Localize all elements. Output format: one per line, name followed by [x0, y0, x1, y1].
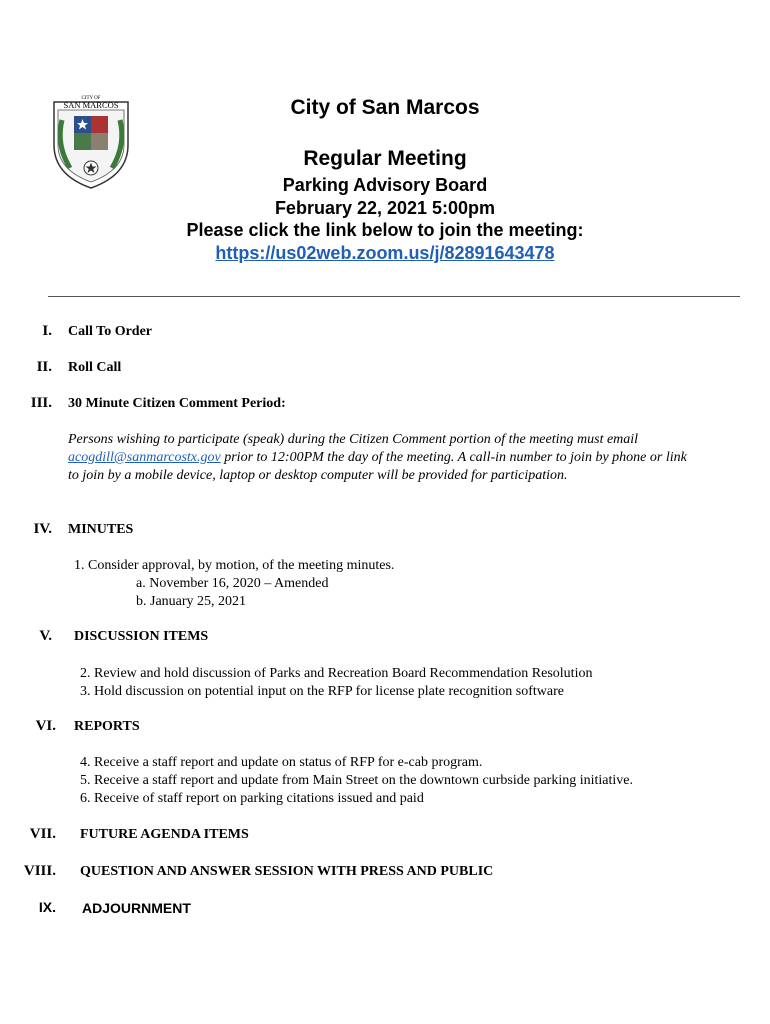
item-title-citizen-comment: 30 Minute Citizen Comment Period:	[68, 396, 286, 411]
join-instruction: Please click the link below to join the meeting:	[186, 220, 584, 240]
item-number-i: I.	[42, 323, 52, 339]
item-title-discussion: DISCUSSION ITEMS	[74, 629, 209, 644]
minutes-sub-a: a. November 16, 2020 – Amended	[136, 576, 329, 591]
zoom-link[interactable]: https://us02web.zoom.us/j/82891643478	[215, 242, 555, 263]
item-title-adjournment: ADJOURNMENT	[82, 900, 191, 916]
item-title-call-to-order: Call To Order	[68, 324, 153, 339]
reports-item-6: 6. Receive of staff report on parking citations issued and paid	[80, 791, 424, 806]
item-title-reports: REPORTS	[74, 719, 140, 734]
minutes-sub-b: b. January 25, 2021	[136, 594, 247, 609]
item-title-future-agenda: FUTURE AGENDA ITEMS	[80, 827, 249, 842]
item-title-roll-call: Roll Call	[68, 360, 122, 375]
reports-item-5: 5. Receive a staff report and update from Main Street on the downtown curbside parking initiative.	[80, 773, 633, 788]
item-number-iii: III.	[30, 395, 52, 411]
city-title: City of San Marcos	[290, 96, 480, 119]
item-number-vi: VI.	[35, 718, 56, 734]
svg-text:CITY OF: CITY OF	[81, 96, 101, 101]
discussion-item-2: 2. Review and hold discussion of Parks and Recreation Board Recommendation Resolution	[80, 666, 593, 681]
reports-item-4: 4. Receive a staff report and update on status of RFP for e-cab program.	[80, 755, 483, 770]
item-number-ii: II.	[36, 359, 52, 375]
item-number-iv: IV.	[33, 521, 52, 537]
header-divider	[48, 296, 740, 297]
board-name: Parking Advisory Board	[282, 175, 488, 195]
item-title-minutes: MINUTES	[68, 522, 134, 537]
item-number-vii: VII.	[29, 826, 56, 842]
meeting-details	[0, 174, 770, 264]
item-number-v: V.	[39, 628, 52, 644]
discussion-item-3: 3. Hold discussion on potential input on the RFP for license plate recognition software	[80, 684, 564, 699]
meeting-datetime: February 22, 2021 5:00pm	[274, 197, 496, 218]
svg-text:SAN MARCOS: SAN MARCOS	[63, 100, 119, 110]
item-number-viii: VIII.	[23, 863, 56, 879]
item-number-ix: IX.	[38, 899, 56, 915]
item-title-qa-session: QUESTION AND ANSWER SESSION WITH PRESS AND PUBLIC	[80, 864, 494, 879]
minutes-item-1: 1. Consider approval, by motion, of the meeting minutes.	[74, 558, 395, 573]
email-link[interactable]: acogdill@sanmarcostx.gov	[68, 450, 221, 465]
citizen-comment-paragraph: Persons wishing to participate (speak) during the Citizen Comment portion of the meeting must email acogdill@sanmarcostx.gov prior to 12:00PM the day of the meeting. A call-in number to join by phone or link to join by a mobile device, laptop or desktop computer will be provided for participation.	[68, 432, 687, 483]
meeting-type: Regular Meeting	[303, 147, 467, 170]
